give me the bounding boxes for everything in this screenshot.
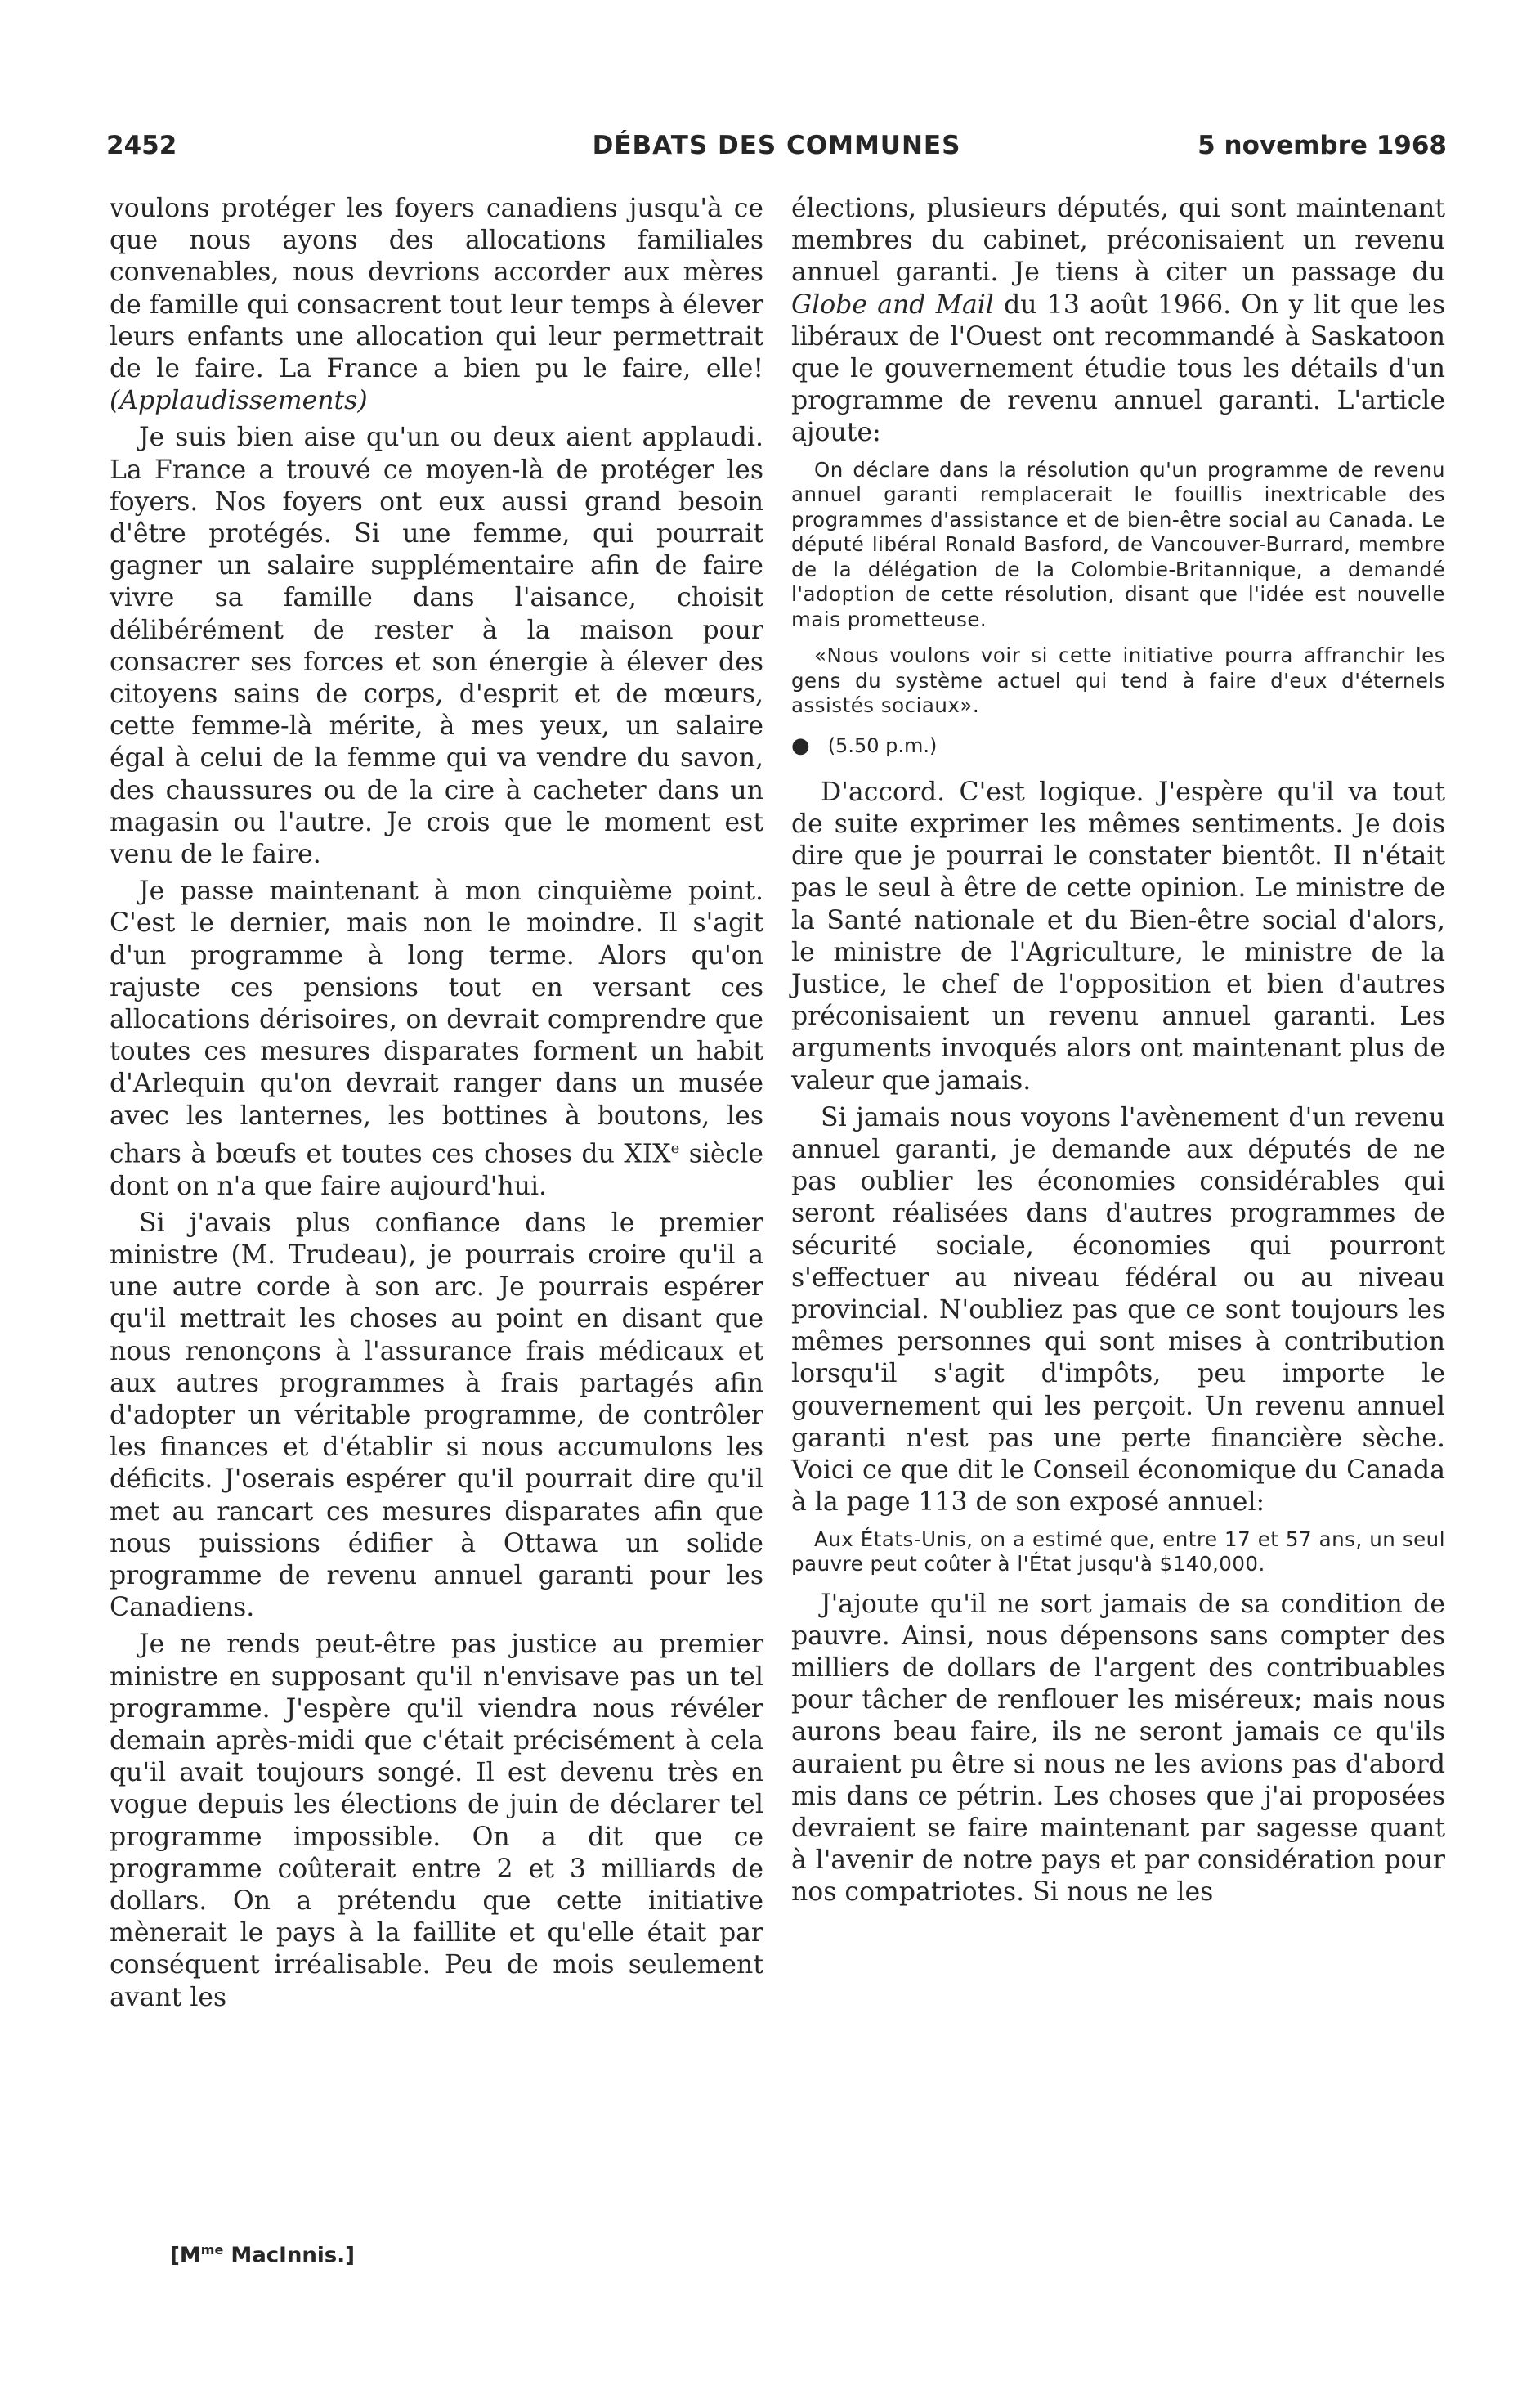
paragraph: Je passe maintenant à mon cinquième point. C'est le dernier, mais non le moindre. Il s'agit d'un programme à long terme. Alors qu'on rajuste ces pensions tout en versant ces allocations dérisoires, on devrait comprendre que toutes ces mesures disparates forment un habit d'Arlequin qu'on devrait ranger dans un musée avec les lanternes, les bottines à boutons, les chars à bœufs et toutes ces choses du XIXe siècle dont on n'a que faire aujourd'hui. (110, 877, 763, 1201)
paragraph: Si jamais nous voyons l'avènement d'un revenu annuel garanti, je demande aux députés de ne pas oublier les économies considérables qui seront réalisées dans d'autres programmes de sécurité sociale, économies qui pourront s'effectuer au niveau fédéral ou au niveau provincial. N'oubliez pas que ce sont toujours les mêmes personnes qui sont mises à contribution lorsqu'il s'agit d'impôts, peu importe le gouvernement qui les perçoit. Un revenu annuel garanti n'est pas une perte financière sèche. Voici ce que dit le Conseil économique du Canada à la page 113 de son exposé annuel: (791, 1102, 1445, 1518)
paragraph: Si j'avais plus confiance dans le premier ministre (M. Trudeau), je pourrais croire qu'il a une autre corde à son arc. Je pourrais espérer qu'il mettrait les choses au point en disant que nous renonçons à l'assurance frais médicaux et aux autres programmes à frais partagés afin d'adopter un véritable programme, de contrôler les finances et d'établir si nous accumulons les déficits. J'oserais espérer qu'il pourrait dire qu'il met au rancart ces mesures disparates afin que nous puissions édifier à Ottawa un solide programme de revenu annuel garanti pour les Canadiens. (110, 1208, 763, 1623)
page-date: 5 novembre 1968 (1198, 131, 1447, 160)
block-quote: «Nous voulons voir si cette initiative pourra affranchir les gens du système actuel qui tend à faire d'eux d'éternels assistés sociaux». (791, 643, 1445, 718)
block-quote: Aux États-Unis, on a estimé que, entre 17 et 57 ans, un seul pauvre peut coûter à l'État jusqu'à $140,000. (791, 1527, 1445, 1576)
paragraph: Je ne rends peut-être pas justice au premier ministre en supposant qu'il n'envisave pas un tel programme. J'espère qu'il viendra nous révéler demain après-midi que c'était précisément à cela qu'il avait toujours songé. Il est devenu très en vogue depuis les élections de juin de déclarer tel programme impossible. On a dit que ce programme coûterait entre 2 et 3 milliards de dollars. On a prétendu que cette initiative mènerait le pays à la faillite et qu'elle était par conséquent irréalisable. Peu de mois seulement avant les (110, 1630, 763, 2012)
page-number: 2452 (106, 131, 177, 160)
paragraph: Je suis bien aise qu'un ou deux aient applaudi. La France a trouvé ce moyen-là de protéger les foyers. Nos foyers ont eux aussi grand besoin d'être protégés. Si une femme, qui pourrait gagner un salaire supplémentaire afin de faire vivre sa famille dans l'aisance, choisit délibérément de rester à la maison pour consacrer ses forces et son énergie à élever des citoyens sains de corps, d'esprit et de mœurs, cette femme-là mérite, à mes yeux, un salaire égal à celui de la femme qui va vendre du savon, des chaussures ou de la cire à cacheter dans un magasin ou l'autre. Je crois que le moment est venu de le faire. (110, 423, 763, 870)
time-marker (791, 730, 1445, 762)
publication-title: DÉBATS DES COMMUNES (592, 131, 961, 160)
speaker-attribution: [$M^{me}$ MacInnis.] (170, 2242, 356, 2268)
right-column (791, 193, 1445, 1909)
left-column (110, 193, 763, 2014)
applause-note: (Applaudissements) (110, 386, 368, 416)
paragraph: D'accord. C'est logique. J'espère qu'il va tout de suite exprimer les mêmes sentiments. Je dois dire que je pourrai le constater bientôt. Il n'était pas le seul à être de cette opinion. Le ministre de la Santé nationale et du Bien-être social d'alors, le ministre de l'Agriculture, le ministre de la Justice, le chef de l'opposition et bien d'autres préconisaient un revenu annuel garanti. Les arguments invoqués alors ont maintenant plus de valeur que jamais. (791, 777, 1445, 1096)
time-stamp: (5.50 p.m.) (827, 733, 938, 757)
paragraph: voulons protéger les foyers canadiens jusqu'à ce que nous ayons des allocations familiales convenables, nous devrions accorder aux mères de famille qui consacrent tout leur temps à élever leurs enfants une allocation qui leur permettrait de le faire. La France a bien pu le faire, elle! (Applaudissements) (110, 194, 763, 416)
newspaper-title: Globe and Mail (791, 289, 994, 320)
block-quote: On déclare dans la résolution qu'un programme de revenu annuel garanti remplacerait le fouillis inextricable des programmes d'assistance et de bien-être social au Canada. Le député libéral Ronald Basford, de Vancouver-Burrard, membre de la délégation de la Colombie-Britannique, a demandé l'adoption de cette résolution, disant que l'idée est nouvelle mais prometteuse. (791, 457, 1445, 631)
superscript: e (670, 1139, 680, 1157)
bullet-icon: ● (791, 733, 810, 758)
paragraph: J'ajoute qu'il ne sort jamais de sa condition de pauvre. Ainsi, nous dépensons sans compter des milliers de dollars de l'argent des contribuables pour tâcher de renflouer les miséreux; mais nous aurons beau faire, ils ne seront jamais ce qu'ils auraient pu être si nous ne les avions pas d'abord mis dans ce pétrin. Les choses que j'ai proposées devraient se faire maintenant par sagesse quant à l'avenir de notre pays et par considération pour nos compatriotes. Si nous ne les (791, 1589, 1445, 1908)
paragraph: élections, plusieurs députés, qui sont maintenant membres du cabinet, préconisaient un revenu annuel garanti. Je tiens à citer un passage du Globe and Mail du 13 août 1966. On y lit que les libéraux de l'Ouest ont recommandé à Saskatoon que le gouvernement étudie tous les détails d'un programme de revenu annuel garanti. L'article ajoute: (791, 194, 1445, 448)
page-header (106, 123, 1447, 168)
